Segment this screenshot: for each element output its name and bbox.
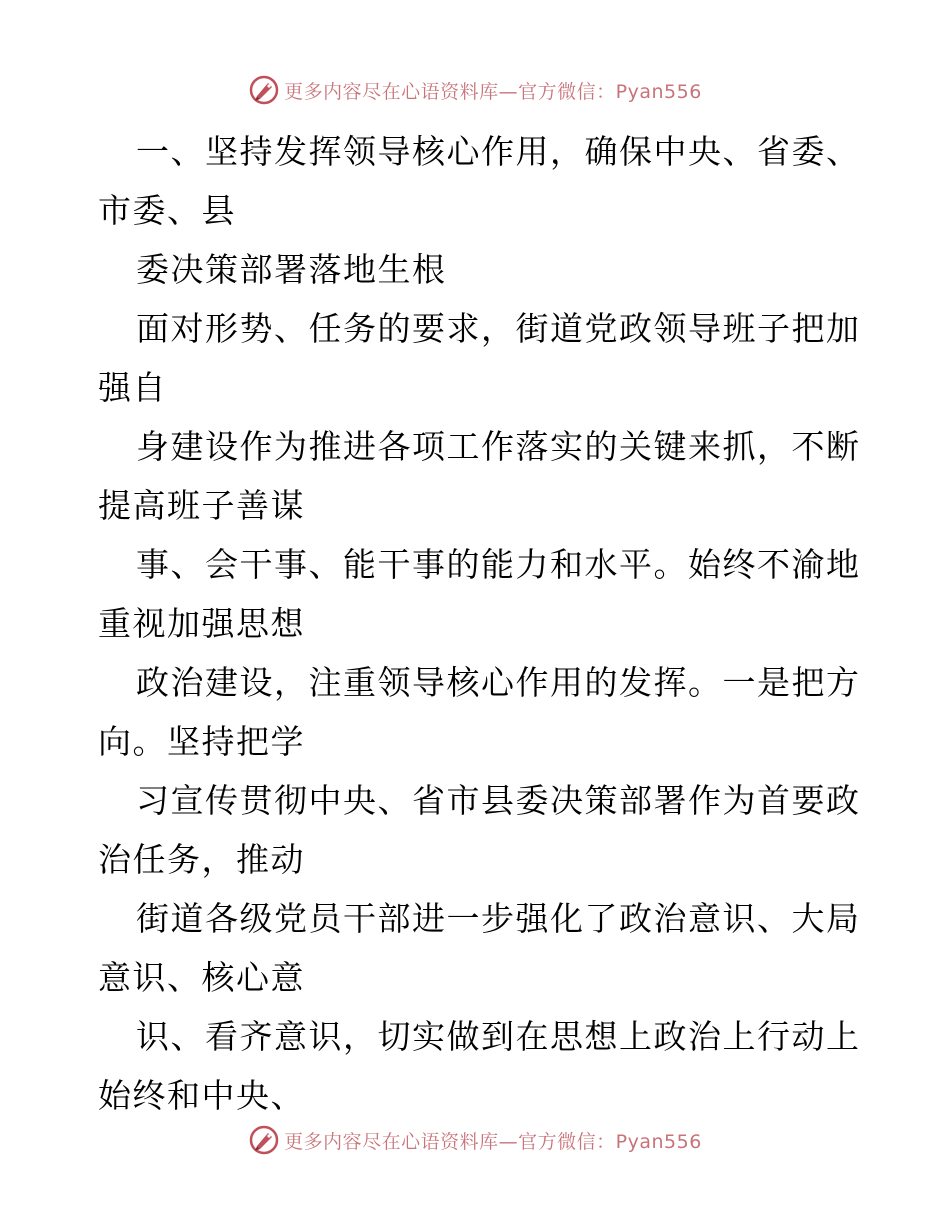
body-line: 治任务，推动	[98, 840, 305, 879]
body-line: 一、坚持发挥领导核心作用，确保中央、省委、	[136, 132, 861, 171]
body-line: 政治建设，注重领导核心作用的发挥。一是把方	[136, 663, 861, 702]
body-line: 市委、县	[98, 191, 236, 230]
body-line: 面对形势、任务的要求，街道党政领导班子把加	[136, 309, 861, 348]
body-line: 身建设作为推进各项工作落实的关键来抓，不断	[136, 427, 861, 466]
document-body	[98, 122, 861, 1125]
body-line: 意识、核心意	[98, 958, 305, 997]
body-line: 强自	[98, 368, 167, 407]
body-line: 提高班子善谋	[98, 486, 305, 525]
header-banner	[0, 70, 950, 110]
header-banner-text	[284, 77, 702, 104]
header-banner-handle: Pyan556	[615, 80, 702, 103]
body-line: 习宣传贯彻中央、省市县委决策部署作为首要政	[136, 781, 861, 820]
body-line: 识、看齐意识，切实做到在思想上政治上行动上	[136, 1017, 861, 1056]
body-line: 向。坚持把学	[98, 722, 305, 761]
header-banner-label: 更多内容尽在心语资料库—官方微信：	[284, 80, 616, 103]
body-line: 街道各级党员干部进一步强化了政治意识、大局	[136, 899, 861, 938]
footer-banner-label: 更多内容尽在心语资料库—官方微信：	[284, 1130, 616, 1153]
pen-nib-logo-icon	[248, 74, 280, 106]
pen-nib-logo-icon	[248, 1124, 280, 1156]
footer-banner-handle: Pyan556	[615, 1130, 702, 1153]
body-line: 委决策部署落地生根	[136, 250, 447, 289]
footer-banner	[0, 1120, 950, 1160]
body-line: 事、会干事、能干事的能力和水平。始终不渝地	[136, 545, 861, 584]
body-line: 始终和中央、	[98, 1076, 305, 1115]
footer-banner-text	[284, 1127, 702, 1154]
body-line: 重视加强思想	[98, 604, 305, 643]
